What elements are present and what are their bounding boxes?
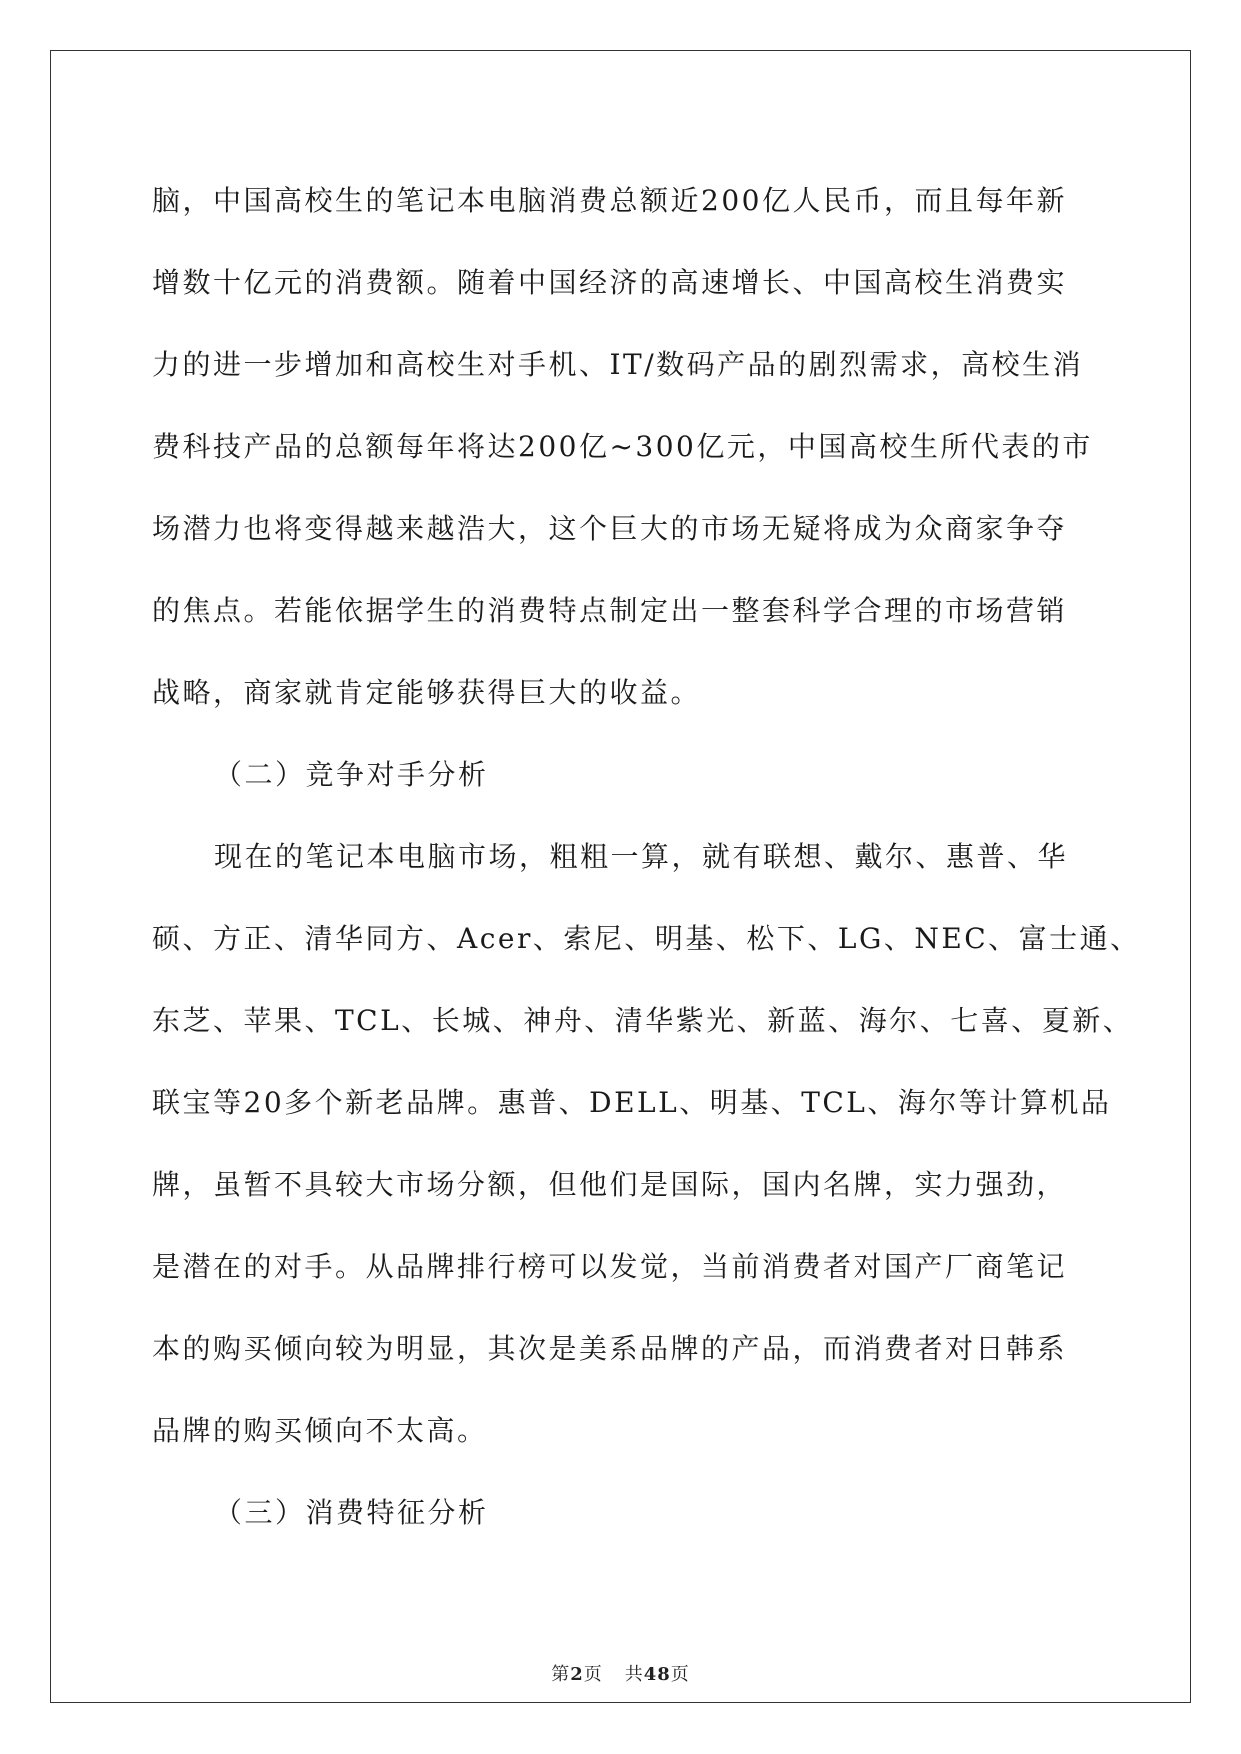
paragraph-line: 的焦点。若能依据学生的消费特点制定出一整套科学合理的市场营销 bbox=[152, 594, 1068, 627]
total-pages: 48 bbox=[643, 1664, 671, 1685]
document-body bbox=[152, 160, 1141, 1554]
paragraph-line: 硕、方正、清华同方、Acer、索尼、明基、松下、LG、NEC、富士通、 bbox=[152, 922, 1141, 955]
paragraph-line: 本的购买倾向较为明显，其次是美系品牌的产品，而消费者对日韩系 bbox=[152, 1332, 1068, 1365]
section-heading: （二）竞争对手分析 bbox=[214, 758, 489, 791]
page-number: 2 bbox=[570, 1664, 584, 1685]
paragraph-line: 场潜力也将变得越来越浩大，这个巨大的市场无疑将成为众商家争夺 bbox=[152, 512, 1068, 545]
paragraph-line: 增数十亿元的消费额。随着中国经济的高速增长、中国高校生消费实 bbox=[152, 266, 1068, 299]
paragraph-line: 东芝、苹果、TCL、长城、神舟、清华紫光、新蓝、海尔、七喜、夏新、 bbox=[152, 1004, 1134, 1037]
page-suffix: 页 bbox=[583, 1664, 603, 1685]
paragraph-line: 品牌的购买倾向不太高。 bbox=[152, 1414, 488, 1447]
page-prefix: 第 bbox=[551, 1664, 571, 1685]
paragraph-line: 费科技产品的总额每年将达200亿~300亿元，中国高校生所代表的市 bbox=[152, 430, 1093, 463]
paragraph-line: 牌，虽暂不具较大市场分额，但他们是国际，国内名牌，实力强劲， bbox=[152, 1168, 1068, 1201]
paragraph-line: 脑，中国高校生的笔记本电脑消费总额近200亿人民币，而且每年新 bbox=[152, 184, 1067, 217]
total-suffix: 页 bbox=[670, 1664, 690, 1685]
section-heading: （三）消费特征分析 bbox=[214, 1496, 489, 1529]
paragraph-line: 联宝等20多个新老品牌。惠普、DELL、明基、TCL、海尔等计算机品 bbox=[152, 1086, 1112, 1119]
page-footer bbox=[0, 1660, 1241, 1686]
paragraph-line: 战略，商家就肯定能够获得巨大的收益。 bbox=[152, 676, 702, 709]
paragraph-line: 现在的笔记本电脑市场，粗粗一算，就有联想、戴尔、惠普、华 bbox=[214, 840, 1069, 873]
paragraph-line: 力的进一步增加和高校生对手机、IT/数码产品的剧烈需求，高校生消 bbox=[152, 348, 1084, 381]
total-prefix: 共 bbox=[624, 1664, 644, 1685]
paragraph-line: 是潜在的对手。从品牌排行榜可以发觉，当前消费者对国产厂商笔记 bbox=[152, 1250, 1068, 1283]
